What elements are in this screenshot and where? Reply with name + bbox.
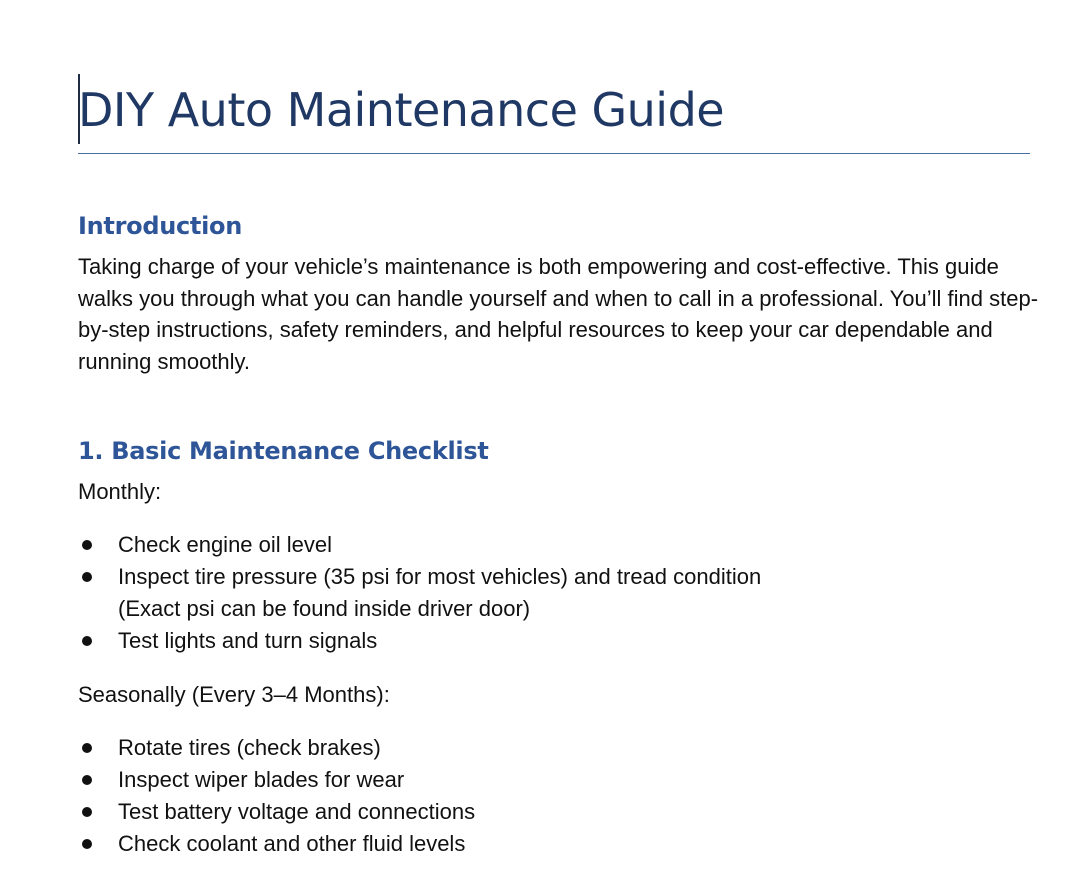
bullet-icon xyxy=(82,839,92,849)
list-item-text: Check coolant and other fluid levels xyxy=(118,831,466,856)
bullet-icon xyxy=(82,743,92,753)
seasonal-list xyxy=(78,732,978,860)
bullet-icon xyxy=(82,807,92,817)
list-item[interactable] xyxy=(78,732,978,764)
list-item-text: Rotate tires (check brakes) xyxy=(118,735,381,760)
monthly-label[interactable]: Monthly: xyxy=(78,479,162,504)
list-item-text: Inspect wiper blades for wear xyxy=(118,767,405,792)
document-title[interactable]: DIY Auto Maintenance Guide xyxy=(78,83,725,137)
title-block xyxy=(78,78,1030,154)
list-item[interactable] xyxy=(78,764,978,796)
seasonal-label[interactable]: Seasonally (Every 3–4 Months): xyxy=(78,682,390,707)
list-item[interactable] xyxy=(78,796,978,828)
bullet-icon xyxy=(82,572,92,582)
introduction-heading[interactable]: Introduction xyxy=(78,212,242,240)
list-item-note: (Exact psi can be found inside driver door) xyxy=(118,596,531,621)
list-item[interactable] xyxy=(78,828,978,860)
bullet-icon xyxy=(82,540,92,550)
list-item-text: Check engine oil level xyxy=(118,532,333,557)
list-item[interactable] xyxy=(78,529,978,561)
introduction-paragraph[interactable]: Taking charge of your vehicle’s maintenance is both empowering and cost-effective. This guide walks you through what you can handle yourself and when to call in a professional. You’ll find step-by-step instructions, safety reminders, and helpful resources to keep your car dependable and running smoothly. xyxy=(78,254,1039,374)
bullet-icon xyxy=(82,636,92,646)
list-item[interactable] xyxy=(78,625,978,657)
list-item-text: Test lights and turn signals xyxy=(118,628,378,653)
bullet-icon xyxy=(82,775,92,785)
monthly-list xyxy=(78,529,978,657)
basic-checklist-heading[interactable]: 1. Basic Maintenance Checklist xyxy=(78,437,489,465)
list-item-text: Inspect tire pressure (35 psi for most vehicles) and tread condition xyxy=(118,564,762,589)
list-item[interactable] xyxy=(78,561,978,625)
list-item-text: Test battery voltage and connections xyxy=(118,799,476,824)
